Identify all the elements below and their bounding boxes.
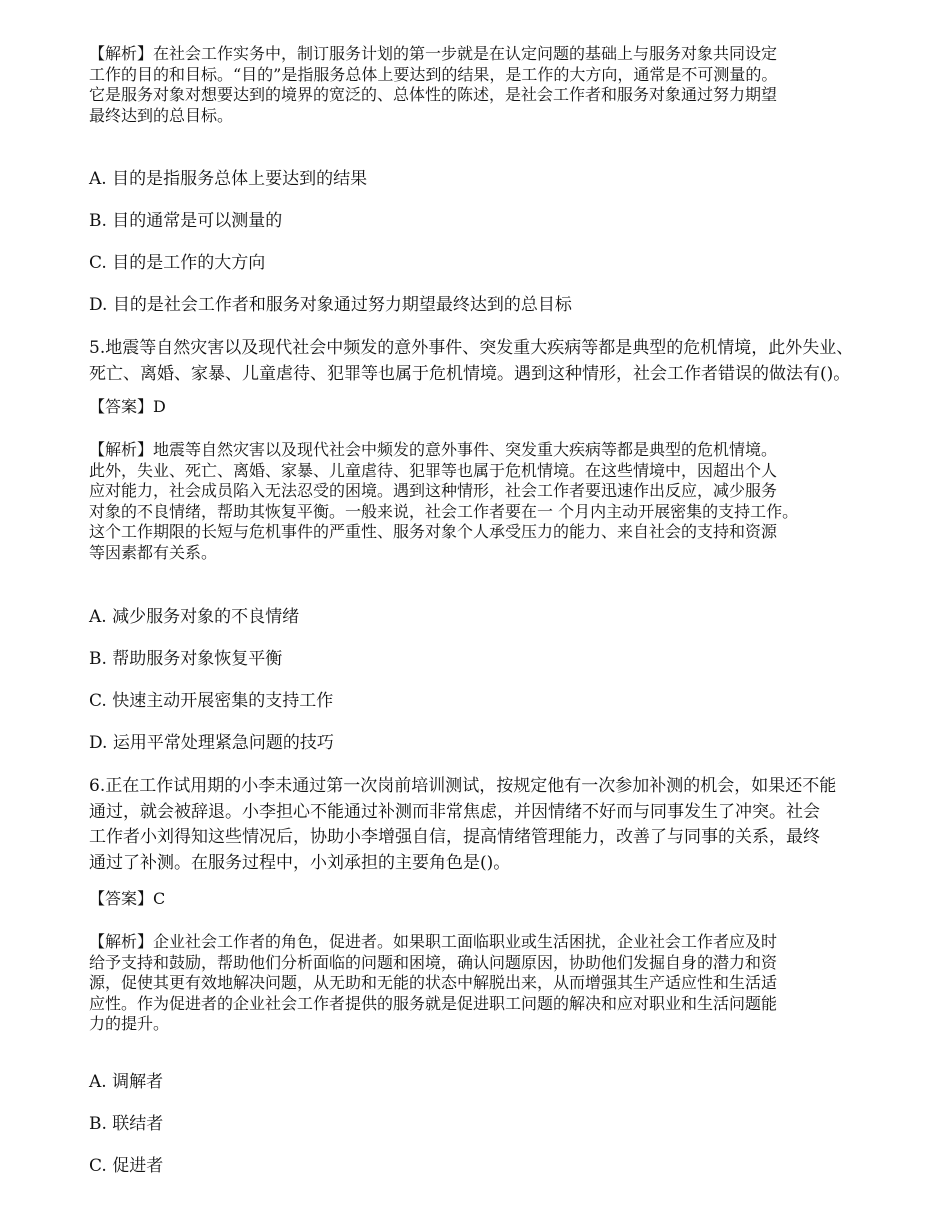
question-6-stem: 6.正在工作试用期的小李未通过第一次岗前培训测试，按规定他有一次参加补测的机会，如果还不能 通过，就会被辞退。小李担心不能通过补测而非常焦虑，并因情绪不好而与同事发生了冲突。社会 工作者小刘得知这些情况后，协助小李增强自信，提高情绪管理能力，改善了与同事的关系，最终 通过了补测。在服务过程中，小刘承担的主要角色是()。: [89, 776, 837, 873]
question-6-answer: 【答案】C: [89, 889, 166, 908]
question-5-explanation: 【解析】地震等自然灾害以及现代社会中频发的意外事件、突发重大疾病等都是典型的危机情境。 此外，失业、死亡、离婚、家暴、儿童虐待、犯罪等也属于危机情境。在这些情境中，因超出个人 应对能力，社会成员陷入无法忍受的困境。遇到这种情形，社会工作者要迅速作出反应，减少服务 对象的不良情绪，帮助其恢复平衡。一般来说，社会工作者要在一 个月内主动开展密集的支持工作。 这个工作期限的长短与危机事件的严重性、服务对象个人承受压力的能力、来自社会的支持和资源 等因素都有关系。: [89, 440, 799, 562]
question-6-option-b: B. 联结者: [89, 1114, 164, 1134]
question-5-answer: 【答案】D: [89, 397, 166, 416]
question-5-stem: 5.地震等自然灾害以及现代社会中频发的意外事件、突发重大疾病等都是典型的危机情境，此外失业、 死亡、离婚、家暴、儿童虐待、犯罪等也属于危机情境。遇到这种情形，社会工作者错误的做法有()。: [89, 338, 854, 384]
question-5-option-a: A. 减少服务对象的不良情绪: [89, 607, 300, 627]
question-6-option-a: A. 调解者: [89, 1072, 164, 1092]
option-b: B. 目的通常是可以测量的: [89, 211, 283, 231]
option-a: A. 目的是指服务总体上要达到的结果: [89, 169, 368, 189]
question-6-explanation: 【解析】企业社会工作者的角色，促进者。如果职工面临职业或生活困扰，企业社会工作者应及时 给予支持和鼓励，帮助他们分析面临的问题和困境，确认问题原因，协助他们发掘自身的潜力和资 源，促使其更有效地解决问题，从无助和无能的状态中解脱出来，从而增强其生产适应性和生活适 应性。作为促进者的企业社会工作者提供的服务就是促进职工问题的解决和应对职业和生活问题能 力的提升。: [89, 932, 778, 1033]
option-c: C. 目的是工作的大方向: [89, 253, 266, 273]
question-5-option-d: D. 运用平常处理紧急问题的技巧: [89, 733, 334, 753]
option-d: D. 目的是社会工作者和服务对象通过努力期望最终达到的总目标: [89, 295, 572, 315]
question-6-option-c: C. 促进者: [89, 1156, 164, 1176]
explanation-paragraph: 【解析】在社会工作实务中，制订服务计划的第一步就是在认定问题的基础上与服务对象共同设定 工作的目的和目标。“目的”是指服务总体上要达到的结果，是工作的大方向，通常是不可测量的。 它是服务对象对想要达到的境界的宽泛的、总体性的陈述，是社会工作者和服务对象通过努力期望 最终达到的总目标。: [89, 44, 778, 125]
question-5-option-c: C. 快速主动开展密集的支持工作: [89, 691, 334, 711]
question-5-option-b: B. 帮助服务对象恢复平衡: [89, 649, 283, 669]
